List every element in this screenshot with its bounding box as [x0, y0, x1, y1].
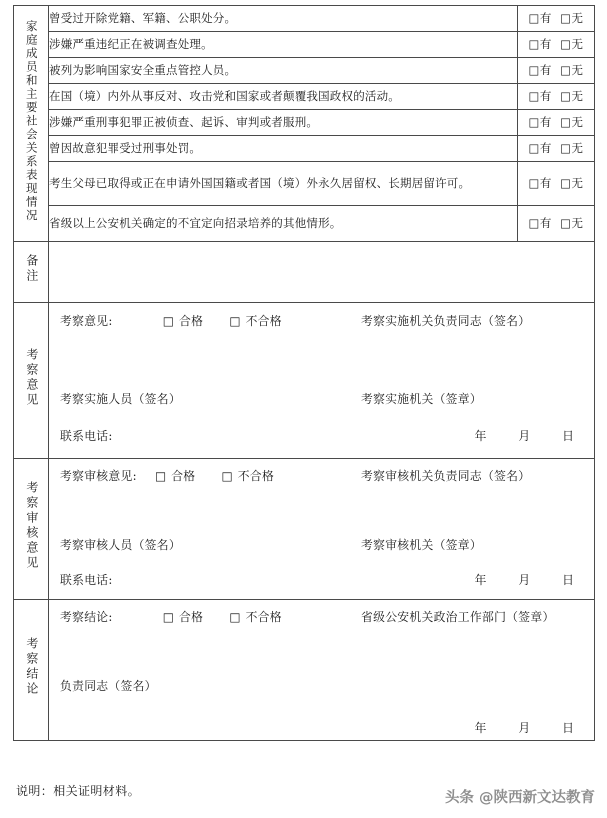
- choice-no-label: 无: [571, 140, 584, 155]
- checkbox-no-icon[interactable]: □: [560, 140, 572, 155]
- footer-note: 说明：相关证明材料。: [16, 784, 141, 798]
- table-row: [14, 135, 595, 161]
- checkbox-no-icon[interactable]: □: [560, 63, 572, 77]
- date-year-label: 年: [474, 428, 487, 443]
- statement-text: 在国（境）内外从事反对、攻击党和国家或者颠覆我国政权的活动。: [49, 83, 518, 109]
- table-row: [14, 161, 595, 205]
- inspection-head-signature-label: 考察实施机关负责同志（签名）: [361, 313, 531, 328]
- choice-no-label: 无: [571, 63, 584, 77]
- checkbox-fail-icon[interactable]: □: [221, 468, 234, 483]
- section-label-review-opinion-text: 考察审核意见: [24, 481, 39, 572]
- inspection-phone-label: 联系电话:: [60, 428, 113, 443]
- checkbox-no-icon[interactable]: □: [560, 215, 572, 230]
- review-opinion-label: 考察审核意见:: [60, 468, 137, 483]
- inspection-opinion-label: 考察意见:: [60, 313, 113, 328]
- choice-yes-label: 有: [539, 11, 552, 26]
- checkbox-yes-icon[interactable]: □: [528, 215, 540, 230]
- section-label-conclusion-text: 考察结论: [24, 637, 39, 698]
- conclusion-block: [49, 599, 595, 740]
- checkbox-fail-icon[interactable]: □: [229, 609, 242, 624]
- table-row: [14, 83, 595, 109]
- checkbox-pass-icon[interactable]: □: [162, 313, 175, 328]
- inspection-opinion-block: [49, 302, 595, 458]
- section-label-family-relations: [14, 6, 49, 242]
- checkbox-no-icon[interactable]: □: [560, 114, 572, 129]
- choice-yes-label: 有: [539, 140, 552, 155]
- inspection-org-seal-label: 考察实施机关（签章）: [361, 391, 482, 406]
- yes-no-choice-cell[interactable]: [518, 205, 595, 241]
- section-label-remarks-text: 备注: [24, 254, 39, 285]
- review-staff-signature-label: 考察审核人员（签名）: [60, 537, 181, 552]
- choice-yes-label: 有: [539, 63, 552, 77]
- section-label-inspection-opinion: [14, 302, 49, 458]
- checkbox-no-icon[interactable]: □: [560, 37, 572, 52]
- table-row-review-opinion: [14, 458, 595, 599]
- date-day-label: 日: [562, 428, 574, 443]
- fail-label: 不合格: [245, 609, 282, 624]
- review-org-seal-label: 考察审核机关（签章）: [361, 537, 482, 552]
- yes-no-choice-cell[interactable]: [518, 57, 595, 83]
- table-row-conclusion: [14, 599, 595, 740]
- political-review-form-table: [13, 5, 595, 741]
- checkbox-no-icon[interactable]: □: [560, 88, 572, 103]
- date-day-label: 日: [562, 720, 574, 735]
- checkbox-yes-icon[interactable]: □: [528, 140, 540, 155]
- table-row: [14, 6, 595, 32]
- pass-label: 合格: [171, 468, 196, 483]
- choice-no-label: 无: [571, 37, 584, 52]
- yes-no-choice-cell[interactable]: [518, 83, 595, 109]
- choice-yes-label: 有: [539, 37, 552, 52]
- review-dateline: [461, 572, 589, 589]
- choice-no-label: 无: [571, 215, 584, 230]
- choice-no-label: 无: [571, 88, 584, 103]
- checkbox-pass-icon[interactable]: □: [154, 468, 168, 483]
- inspection-opinion-row: [60, 313, 282, 330]
- checkbox-fail-icon[interactable]: □: [229, 313, 242, 328]
- checkbox-pass-icon[interactable]: □: [162, 609, 175, 624]
- date-year-label: 年: [474, 572, 487, 587]
- conclusion-row: [60, 609, 282, 626]
- statement-text: 曾受过开除党籍、军籍、公职处分。: [49, 6, 518, 32]
- review-opinion-block: [49, 458, 595, 599]
- fail-label: 不合格: [245, 313, 282, 328]
- date-day-label: 日: [562, 572, 574, 587]
- table-row: [14, 57, 595, 83]
- yes-no-choice-cell[interactable]: [518, 31, 595, 57]
- table-row-inspection-opinion: [14, 302, 595, 458]
- review-opinion-row: [60, 468, 274, 485]
- checkbox-no-icon[interactable]: □: [560, 11, 572, 26]
- yes-no-choice-cell[interactable]: [518, 161, 595, 205]
- statement-text: 考生父母已取得或正在申请外国国籍或者国（境）外永久居留权、长期居留许可。: [49, 161, 518, 205]
- yes-no-choice-cell[interactable]: [518, 6, 595, 32]
- checkbox-yes-icon[interactable]: □: [528, 114, 540, 129]
- choice-yes-label: 有: [539, 114, 552, 129]
- section-label-remarks: [14, 241, 49, 302]
- conclusion-head-signature-label: 负责同志（签名）: [60, 678, 157, 693]
- remarks-input-area[interactable]: [49, 241, 595, 302]
- checkbox-yes-icon[interactable]: □: [528, 11, 540, 26]
- checkbox-yes-icon[interactable]: □: [528, 175, 540, 190]
- choice-yes-label: 有: [539, 88, 552, 103]
- date-month-label: 月: [518, 572, 531, 587]
- fail-label: 不合格: [237, 468, 275, 483]
- inspection-dateline: [461, 428, 589, 445]
- statement-text: 被列为影响国家安全重点管控人员。: [49, 57, 518, 83]
- date-year-label: 年: [474, 720, 487, 735]
- conclusion-dept-seal-label: 省级公安机关政治工作部门（签章）: [361, 609, 555, 624]
- checkbox-no-icon[interactable]: □: [560, 175, 572, 190]
- pass-label: 合格: [179, 313, 204, 328]
- yes-no-choice-cell[interactable]: [518, 135, 595, 161]
- statement-text: 曾因故意犯罪受过刑事处罚。: [49, 135, 518, 161]
- checkbox-yes-icon[interactable]: □: [528, 37, 540, 52]
- table-row: [14, 109, 595, 135]
- statement-text: 涉嫌严重违纪正在被调查处理。: [49, 31, 518, 57]
- yes-no-choice-cell[interactable]: [518, 109, 595, 135]
- conclusion-label: 考察结论:: [60, 609, 113, 624]
- section-label-conclusion: [14, 599, 49, 740]
- checkbox-yes-icon[interactable]: □: [528, 88, 540, 103]
- review-phone-label: 联系电话:: [60, 572, 113, 587]
- choice-yes-label: 有: [539, 215, 552, 230]
- watermark-text: 头条 @陕西新文达教育: [444, 790, 595, 806]
- choice-no-label: 无: [571, 175, 584, 190]
- date-month-label: 月: [518, 720, 531, 735]
- section-label-review-opinion: [14, 458, 49, 599]
- inspection-staff-signature-label: 考察实施人员（签名）: [60, 391, 181, 406]
- conclusion-dateline: [461, 720, 589, 737]
- table-row-remarks: [14, 241, 595, 302]
- section-label-inspection-opinion-text: 考察意见: [24, 347, 39, 408]
- table-row: [14, 205, 595, 241]
- statement-text: 涉嫌严重刑事犯罪正被侦查、起诉、审判或者服刑。: [49, 109, 518, 135]
- statement-text: 省级以上公安机关确定的不宜定向招录培养的其他情形。: [49, 205, 518, 241]
- choice-no-label: 无: [571, 114, 584, 129]
- choice-no-label: 无: [571, 11, 584, 26]
- checkbox-yes-icon[interactable]: □: [528, 63, 540, 77]
- choice-yes-label: 有: [539, 175, 552, 190]
- review-head-signature-label: 考察审核机关负责同志（签名）: [361, 468, 531, 483]
- section-label-family-relations-text: 家庭成员和主要社会关系表现情况: [24, 19, 39, 223]
- date-month-label: 月: [518, 428, 531, 443]
- pass-label: 合格: [179, 609, 204, 624]
- table-row: [14, 31, 595, 57]
